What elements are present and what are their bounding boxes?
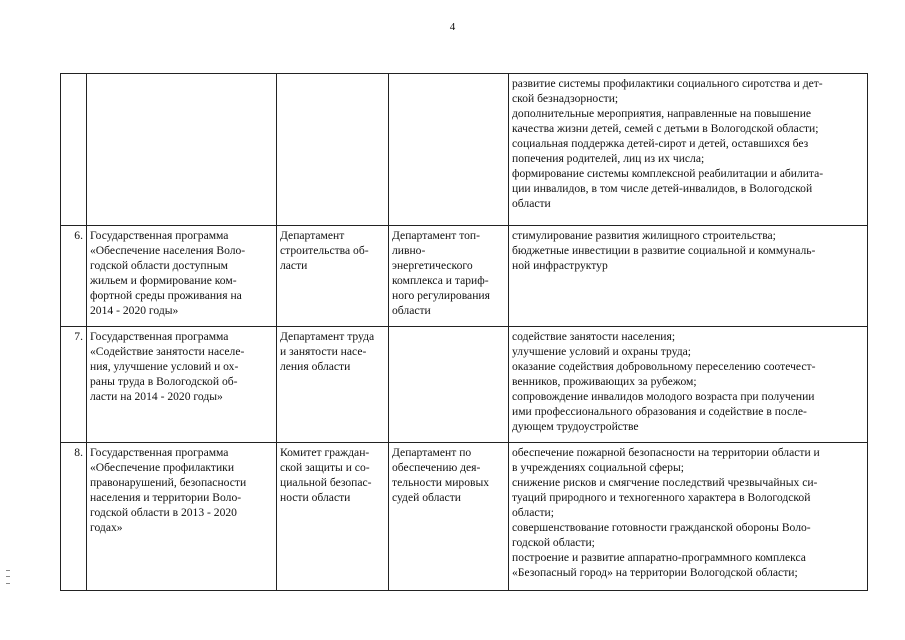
main-measures-line: обеспечение пожарной безопасности на территории области и: [512, 446, 820, 459]
program-name-line: правонарушений, безопасности: [90, 476, 247, 489]
row-number-cell: [61, 443, 87, 591]
main-measures-line: дополнительные мероприятия, направленные на повышение: [512, 107, 812, 120]
program-name-line: Государственная программа: [90, 330, 229, 343]
responsible-executor-line: ласти: [280, 259, 308, 272]
program-name-line: «Содействие занятости населе-: [90, 345, 245, 358]
table-row: [61, 74, 868, 226]
program-name-line: годской области в 2013 - 2020: [90, 506, 237, 519]
program-name-line: Государственная программа: [90, 446, 229, 459]
main-measures-line: годской области;: [512, 536, 595, 549]
program-name-line: жильем и формирование ком-: [90, 274, 237, 287]
main-measures-line: ной инфраструктур: [512, 259, 608, 272]
program-name-line: Государственная программа: [90, 229, 229, 242]
main-measures-line: построение и развитие аппаратно-программного комплекса: [512, 551, 806, 564]
row-number: 8.: [74, 446, 83, 459]
co-executor-cell: [389, 443, 509, 591]
main-measures-line: области: [512, 197, 551, 210]
responsible-executor-line: строительства об-: [280, 244, 369, 257]
co-executor-cell: [389, 327, 509, 443]
row-number-cell: [61, 74, 87, 226]
table-row: [61, 327, 868, 443]
row-number-cell: [61, 327, 87, 443]
table-row: [61, 443, 868, 591]
main-measures-line: ими профессионального образования и содействие в после-: [512, 405, 807, 418]
responsible-executor-line: Департамент труда: [280, 330, 375, 343]
main-measures-line: социальная поддержка детей-сирот и детей, оставшихся без: [512, 137, 809, 150]
co-executor-line: энергетического: [392, 259, 473, 272]
program-name-line: ния, улучшение условий и ох-: [90, 360, 239, 373]
main-measures-line: попечения родителей, лиц из их числа;: [512, 152, 705, 165]
co-executor-line: ного регулирования: [392, 289, 490, 302]
program-name-cell: [87, 327, 277, 443]
main-measures-line: формирование системы комплексной реабилитации и абилита-: [512, 167, 824, 180]
responsible-executor-line: ности области: [280, 491, 351, 504]
co-executor-cell: [389, 226, 509, 327]
responsible-executor-cell: [277, 443, 389, 591]
main-measures-cell: [509, 327, 868, 443]
responsible-executor-cell: [277, 327, 389, 443]
main-measures-line: развитие системы профилактики социального сиротства и дет-: [512, 77, 823, 90]
responsible-executor-line: и занятости насе-: [280, 345, 367, 358]
program-name-cell: [87, 443, 277, 591]
responsible-executor-line: Комитет граждан-: [280, 446, 370, 459]
responsible-executor-line: Департамент: [280, 229, 345, 242]
responsible-executor-cell: [277, 74, 389, 226]
program-name-line: годской области доступным: [90, 259, 228, 272]
margin-mark: [6, 570, 10, 584]
co-executor-line: ливно-: [392, 244, 426, 257]
responsible-executor-line: ления области: [280, 360, 351, 373]
row-number: 6.: [74, 229, 83, 242]
program-name-line: фортной среды проживания на: [90, 289, 242, 302]
co-executor-line: Департамент топ-: [392, 229, 480, 242]
co-executor-cell: [389, 74, 509, 226]
program-name-line: годах»: [90, 521, 123, 534]
main-measures-line: стимулирование развития жилищного строительства;: [512, 229, 776, 242]
main-measures-line: сопровождение инвалидов молодого возраста при получении: [512, 390, 815, 403]
main-measures-cell: [509, 226, 868, 327]
row-number: 7.: [74, 330, 83, 343]
co-executor-line: обеспечению дея-: [392, 461, 481, 474]
main-measures-line: улучшение условий и охраны труда;: [512, 345, 691, 358]
main-measures-line: содействие занятости населения;: [512, 330, 676, 343]
main-measures-line: совершенствование готовности гражданской обороны Воло-: [512, 521, 811, 534]
co-executor-line: судей области: [392, 491, 461, 504]
program-name-line: «Обеспечение населения Воло-: [90, 244, 246, 257]
program-name-cell: [87, 226, 277, 327]
main-measures-line: венников, проживающих за рубежом;: [512, 375, 697, 388]
program-name-cell: [87, 74, 277, 226]
responsible-executor-line: циальной безопас-: [280, 476, 372, 489]
main-measures-line: ции инвалидов, в том числе детей-инвалидов, в Вологодской: [512, 182, 813, 195]
program-name-line: населения и территории Воло-: [90, 491, 242, 504]
page-number: 4: [449, 21, 456, 33]
main-measures-line: бюджетные инвестиции в развитие социальной и коммуналь-: [512, 244, 816, 257]
co-executor-line: тельности мировых: [392, 476, 490, 489]
program-name-line: раны труда в Вологодской об-: [90, 375, 238, 388]
co-executor-line: комплекса и тариф-: [392, 274, 489, 287]
main-measures-line: качества жизни детей, семей с детьми в Вологодской области;: [512, 122, 819, 135]
co-executor-line: области: [392, 304, 431, 317]
responsible-executor-cell: [277, 226, 389, 327]
main-measures-cell: [509, 443, 868, 591]
row-number-cell: [61, 226, 87, 327]
main-measures-cell: [509, 74, 868, 226]
table-row: [61, 226, 868, 327]
programs-table: [60, 73, 868, 591]
program-name-line: ласти на 2014 - 2020 годы»: [90, 390, 223, 403]
main-measures-line: в учреждениях социальной сферы;: [512, 461, 684, 474]
main-measures-line: туаций природного и техногенного характера в Вологодской: [512, 491, 811, 504]
main-measures-line: «Безопасный город» на территории Вологодской области;: [512, 566, 798, 579]
co-executor-line: Департамент по: [392, 446, 472, 459]
responsible-executor-line: ской защиты и со-: [280, 461, 370, 474]
main-measures-line: области;: [512, 506, 554, 519]
program-name-line: 2014 - 2020 годы»: [90, 304, 179, 317]
main-measures-line: дующем трудоустройстве: [512, 420, 639, 433]
program-name-line: «Обеспечение профилактики: [90, 461, 235, 474]
main-measures-line: оказание содействия добровольному переселению соотечест-: [512, 360, 816, 373]
main-measures-line: снижение рисков и смягчение последствий чрезвычайных си-: [512, 476, 818, 489]
main-measures-line: ской безнадзорности;: [512, 92, 619, 105]
